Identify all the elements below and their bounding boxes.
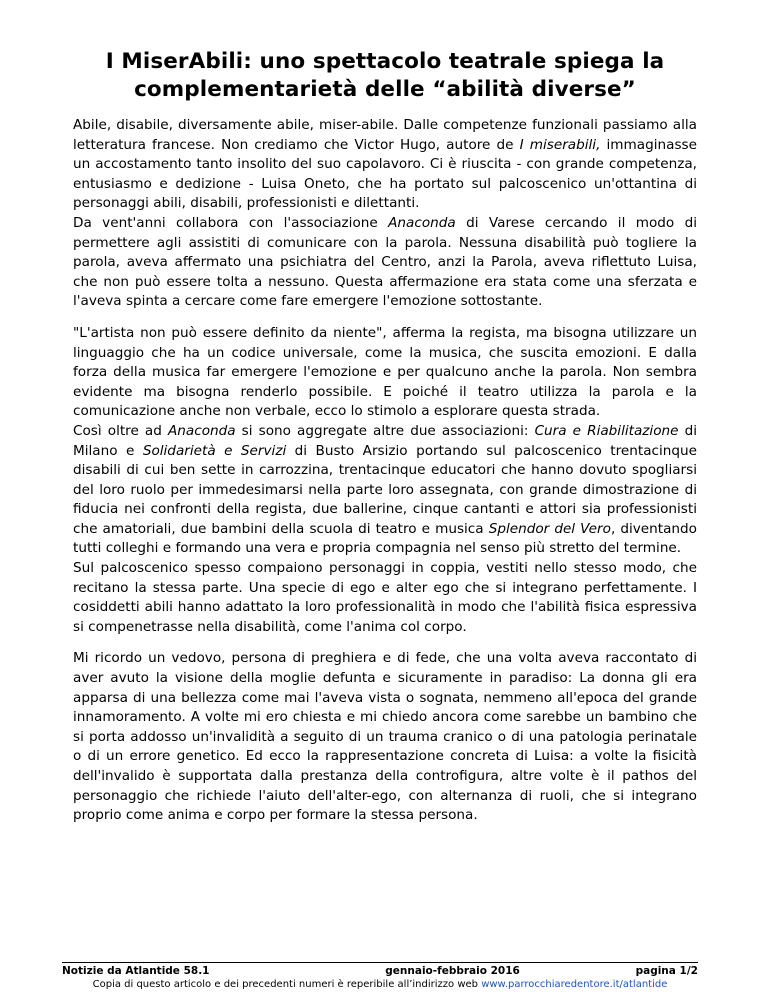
paragraph-4	[73, 422, 697, 559]
association-name: Anaconda	[167, 422, 236, 439]
footer-publication: Notizie da Atlantide 58.1	[62, 965, 210, 977]
paragraph-1	[73, 116, 697, 214]
paragraph-1-text-b: immaginasse un accostamento tanto insolito del suo capolavoro. Ci è riuscita - con grande competenza, entusiasmo e dedizione - Luisa Oneto, che ha portato sul palcoscenico un'ottantina di personaggi abili, disabili, professionisti e dilettanti.	[73, 136, 697, 212]
paragraph-4-text-b: si sono aggregate altre due associazioni:	[235, 422, 535, 439]
association-name: Cura e Riabilitazione	[534, 422, 679, 439]
footer-date: gennaio-febbraio 2016	[385, 965, 520, 977]
paragraph-5: Sul palcoscenico spesso compaiono personaggi in coppia, vestiti nello stesso modo, che recitano la stessa parte. Una specie di ego e alter ego che si integrano perfettamente. I cosiddetti abili hanno adattato la loro professionalità in modo che l'abilità fisica espressiva si compenetrasse nella disabilità, come l'anima col corpo.	[73, 560, 697, 635]
article	[73, 48, 697, 826]
paragraph-spacer	[73, 637, 697, 649]
paragraph-4-text-d: di Busto Arsizio portando sul palcoscenico trentacinque disabili di cui ben sette in carrozzina, trentacinque educatori che hanno dovuto spogliarsi del loro ruolo per immedesimarsi nella parte loro assegnata, con grande dimostrazione di fiducia nei confronti della regista, due ballerine, cinque cantanti e attori sia professionisti che amatoriali, due bambini della scuola di teatro e musica	[73, 442, 697, 537]
footer-link[interactable]: www.parrocchiaredentore.it/atlantide	[481, 979, 668, 990]
article-title: I MiserAbili: uno spettacolo teatrale spiega la complementarietà delle “abilità diverse”	[105, 49, 665, 102]
footer-note-text: Copia di questo articolo e dei precedenti numeri è reperibile all’indirizzo web	[92, 979, 482, 990]
paragraph-4-text-e: , diventando tutti colleghi e formando una vera e propria compagnia nel senso più stretto del termine.	[73, 520, 697, 557]
paragraph-6: Mi ricordo un vedovo, persona di preghiera e di fede, che una volta aveva raccontato di aver avuto la visione della moglie defunta e sicuramente in paradiso: La donna gli era apparsa di una bellezza come mai l'aveva vista o sognata, nemmeno all'epoca del grande innamoramento. A volte mi ero chiesta e mi chiedo ancora come sarebbe un bambino che si porta addosso un'invalidità a seguito di un trauma cranico o di una patologia perinatale o di un errore genetico. Ed ecco la rappresentazione concreta di Luisa: a volte la fisicità dell'invalido è supportata dalla prestanza della controfigura, altre volte è il pathos del personaggio che richiede l'aiuto dell'alter-ego, con alternanza di ruoli, che si integrano proprio come anima e corpo per formare la stessa persona.	[73, 650, 697, 824]
paragraph-2	[73, 214, 697, 312]
paragraph-3: "L'artista non può essere definito da niente", afferma la regista, ma bisogna utilizzare un linguaggio che ha un codice universale, come la musica, che suscita emozioni. E dalla forza della musica far emergere l'emozione e per qualcuno anche la parola. Non sembra evidente ma bisogna renderlo possibile. E poiché il teatro utilizza la parola e la comunicazione anche non verbale, ecco lo stimolo a esplorare questa strada.	[73, 324, 697, 420]
paragraph-2-text-a: Da vent'anni collabora con l'associazione	[73, 214, 389, 231]
paragraph-4-text-a: Così oltre ad	[73, 422, 168, 439]
school-name: Splendor del Vero	[488, 520, 611, 537]
association-name: Anaconda	[388, 214, 456, 231]
footer-row	[62, 963, 698, 978]
book-title: I miserabili,	[519, 136, 601, 153]
paragraph-4-text-c: di Milano e	[73, 422, 698, 459]
footer-note	[62, 978, 698, 991]
footer-page-number: pagina 1/2	[635, 965, 698, 977]
paragraph-spacer	[73, 312, 697, 324]
association-name: Solidarietà e Servizi	[142, 442, 287, 459]
paragraph-1-text-a: Abile, disabile, diversamente abile, miser-abile. Dalle competenze funzionali passiamo alla letteratura francese. Non crediamo che Victor Hugo, autore de	[73, 117, 697, 153]
paragraph-2-text-b: di Varese cercando il modo di permettere agli assistiti di comunicare con la parola. Nessuna disabilità può togliere la parola, aveva affermato una psichiatra del Centro, anzi la Parola, aveva riflettuto Luisa, che non può essere tolta a nessuno. Questa affermazione era stata come una sferzata e l'aveva spinta a cercare come fare emergere l'emozione sottostante.	[73, 214, 697, 310]
page-footer	[62, 962, 698, 991]
